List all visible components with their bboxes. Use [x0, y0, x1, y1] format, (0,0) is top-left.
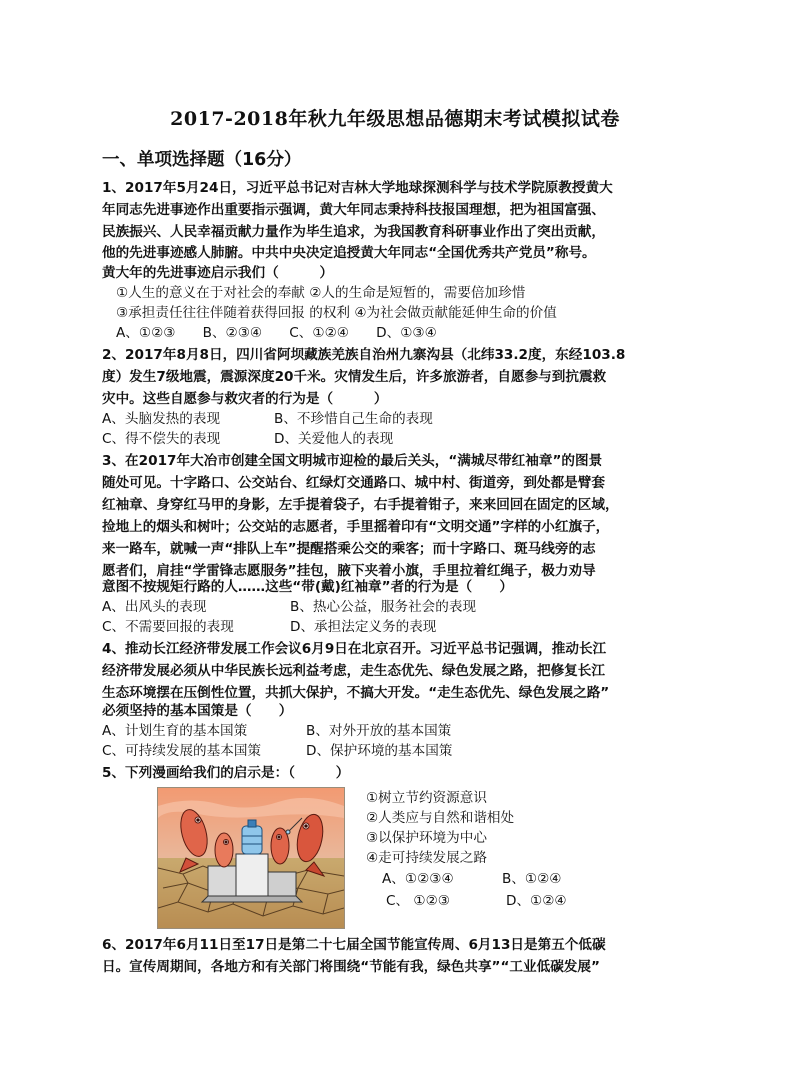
question-1-line: 他的先进事迹感人肺腑。中共中央决定追授黄大年同志“全国优秀共产党员”称号。	[102, 245, 596, 261]
question-1-item: ③承担责任往往伴随着获得回报 的权利 ④为社会做贡献能延伸生命的价值	[116, 305, 557, 321]
question-2-line: 灾中。这些自愿参与救灾者的行为是（ ）	[102, 391, 388, 407]
question-2-line: 度）发生7级地震，震源深度20千米。灾情发生后，许多旅游者，自愿参与到抗震救	[102, 369, 607, 385]
question-1-line: 年同志先进事迹作出重要指示强调，黄大年同志秉持科技报国理想，把为祖国富强、	[102, 202, 605, 218]
option-c: C、可持续发展的基本国策	[102, 743, 262, 759]
question-5-item: ①树立节约资源意识	[366, 790, 487, 806]
question-2-line: 2、2017年8月8日，四川省阿坝藏族羌族自治州九寨沟县（北纬33.2度，东经103.8	[102, 347, 626, 363]
option-b: B、对外开放的基本国策	[306, 723, 452, 739]
question-5-line: 5、下列漫画给我们的启示是：（ ）	[102, 765, 350, 781]
question-3-line: 捡地上的烟头和树叶；公交站的志愿者，手里摇着印有“文明交通”字样的小红旗子，	[102, 519, 610, 535]
option-c: C、 ①②③	[386, 893, 450, 909]
option-a: A、头脑发热的表现	[102, 411, 221, 427]
question-6-line: 6、2017年6月11日至17日是第二十七届全国节能宣传周、6月13日是第五个低碳	[102, 937, 606, 953]
option-a: A、计划生育的基本国策	[102, 723, 248, 739]
question-3-line: 随处可见。十字路口、公交站台、红绿灯交通路口、城中村、街道旁，到处都是臂套	[102, 475, 605, 491]
option-a: A、出风头的表现	[102, 599, 207, 615]
option-d: D、承担法定义务的表现	[290, 619, 437, 635]
option-d: D、①②④	[506, 893, 567, 909]
option-c: C、得不偿失的表现	[102, 431, 221, 447]
option-d: D、保护环境的基本国策	[306, 743, 453, 759]
option-c: C、不需要回报的表现	[102, 619, 234, 635]
page-title: 2017-2018年秋九年级思想品德期末考试模拟试卷	[170, 108, 620, 130]
question-3-line: 红袖章、身穿红马甲的身影，左手提着袋子，右手提着钳子，来来回回在固定的区域，	[102, 497, 619, 513]
option-b: B、不珍惜自己生命的表现	[274, 411, 433, 427]
question-5-item: ③以保护环境为中心	[366, 830, 487, 846]
question-1-choices: A、①②③ B、②③④ C、①②④ D、①③④	[116, 325, 437, 341]
question-1-line: 1、2017年5月24日，习近平总书记对吉林大学地球探测科学与技术学院原教授黄大	[102, 180, 613, 196]
option-a: A、①②③④	[382, 871, 454, 887]
question-6-line: 日。宣传周期间，各地方和有关部门将围绕“节能有我，绿色共享”“工业低碳发展”	[102, 959, 600, 975]
option-b: B、热心公益，服务社会的表现	[290, 599, 477, 615]
option-d: D、关爱他人的表现	[274, 431, 394, 447]
question-3-line: 意图不按规矩行路的人……这些“带(戴)红袖章”者的行为是（ ）	[102, 579, 513, 595]
question-4-line: 4、推动长江经济带发展工作会议6月9日在北京召开。习近平总书记强调，推动长江	[102, 641, 607, 657]
question-3-line: 愿者们，肩挂“学雷锋志愿服务”挂包，腋下夹着小旗，手里拉着红绳子，极力劝导	[102, 563, 596, 579]
cartoon-image	[157, 787, 345, 929]
question-5-item: ②人类应与自然和谐相处	[366, 810, 515, 826]
question-4-line: 经济带发展必须从中华民族长远利益考虑，走生态优先、绿色发展之路，把修复长江	[102, 663, 605, 679]
question-1-line: 黄大年的先进事迹启示我们（ ）	[102, 265, 334, 281]
option-b: B、①②④	[502, 871, 562, 887]
section-heading: 一、单项选择题（16分）	[102, 150, 302, 170]
question-4-line: 生态环境摆在压倒性位置，共抓大保护，不搞大开发。“走生态优先、绿色发展之路”	[102, 685, 610, 701]
question-1-line: 民族振兴、人民幸福贡献力量作为毕生追求，为我国教育科研事业作出了突出贡献，	[102, 224, 605, 240]
question-4-line: 必须坚持的基本国策是（ ）	[102, 703, 293, 719]
question-5-item: ④走可持续发展之路	[366, 850, 487, 866]
question-1-item: ①人生的意义在于对社会的奉献 ②人的生命是短暂的，需要倍加珍惜	[116, 285, 526, 301]
question-3-line: 3、在2017年大冶市创建全国文明城市迎检的最后关头，“满城尽带红袖章”的图景	[102, 453, 603, 469]
question-3-line: 来一路车，就喊一声“排队上车”提醒搭乘公交的乘客；而十字路口、斑马线旁的志	[102, 541, 596, 557]
cartoon-illustration	[158, 788, 344, 928]
